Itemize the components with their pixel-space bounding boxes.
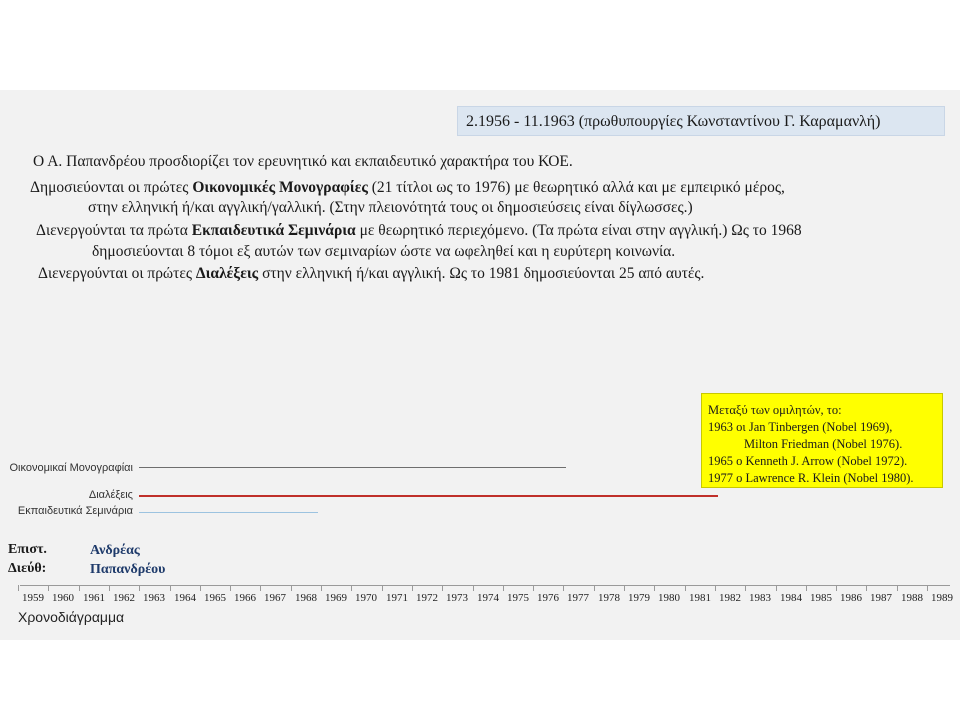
year-tick bbox=[230, 585, 231, 591]
year-tick bbox=[321, 585, 322, 591]
note-title: Μεταξύ των ομιλητών, το: bbox=[708, 403, 842, 417]
slide-background bbox=[0, 90, 960, 640]
year-label-1975: 1975 bbox=[507, 592, 529, 604]
text-line-3: στην ελληνική ή/και αγγλική/γαλλική. (Στην πλειονότητά τους οι δημοσιεύσεις είναι δίγλωσσες.) bbox=[88, 199, 693, 216]
year-tick bbox=[109, 585, 110, 591]
year-tick bbox=[654, 585, 655, 591]
year-label-1972: 1972 bbox=[416, 592, 438, 604]
year-tick bbox=[351, 585, 352, 591]
editor-first-name: Ανδρέας bbox=[90, 543, 140, 558]
year-tick bbox=[48, 585, 49, 591]
year-tick bbox=[624, 585, 625, 591]
year-label-1967: 1967 bbox=[264, 592, 286, 604]
year-label-1961: 1961 bbox=[83, 592, 105, 604]
year-label-1988: 1988 bbox=[901, 592, 923, 604]
year-label-1980: 1980 bbox=[658, 592, 680, 604]
year-tick bbox=[382, 585, 383, 591]
activity-label-monographs: Οικονομικαί Μονογραφίαι bbox=[9, 462, 133, 474]
year-tick bbox=[291, 585, 292, 591]
editor-last-name: Παπανδρέου bbox=[90, 562, 166, 577]
year-tick bbox=[927, 585, 928, 591]
year-label-1978: 1978 bbox=[598, 592, 620, 604]
year-tick bbox=[412, 585, 413, 591]
year-tick bbox=[836, 585, 837, 591]
year-label-1965: 1965 bbox=[204, 592, 226, 604]
year-tick bbox=[745, 585, 746, 591]
year-label-1970: 1970 bbox=[355, 592, 377, 604]
note-line-1: 1963 οι Jan Tinbergen (Nobel 1969), bbox=[708, 420, 893, 434]
year-tick bbox=[685, 585, 686, 591]
activity-bar-seminars bbox=[139, 512, 318, 513]
seminars-highlight: Εκπαιδευτικά Σεμινάρια bbox=[191, 222, 356, 239]
year-label-1979: 1979 bbox=[628, 592, 650, 604]
note-line-2: Milton Friedman (Nobel 1976). bbox=[744, 437, 903, 451]
year-tick bbox=[260, 585, 261, 591]
year-tick bbox=[79, 585, 80, 591]
nobel-speakers-note bbox=[701, 393, 943, 488]
year-label-1981: 1981 bbox=[689, 592, 711, 604]
year-tick bbox=[806, 585, 807, 591]
year-tick bbox=[563, 585, 564, 591]
monographs-highlight: Οικονομικές Μονογραφίες bbox=[192, 179, 368, 196]
year-label-1963: 1963 bbox=[143, 592, 165, 604]
year-tick bbox=[503, 585, 504, 591]
activity-bar-lectures bbox=[139, 495, 718, 497]
year-label-1976: 1976 bbox=[537, 592, 559, 604]
timeline-axis bbox=[20, 585, 950, 586]
note-line-4: 1977 ο Lawrence R. Klein (Nobel 1980). bbox=[708, 471, 914, 485]
year-tick bbox=[897, 585, 898, 591]
year-label-1984: 1984 bbox=[780, 592, 802, 604]
year-tick bbox=[594, 585, 595, 591]
activity-label-seminars: Εκπαιδευτικά Σεμινάρια bbox=[17, 505, 133, 517]
year-label-1969: 1969 bbox=[325, 592, 347, 604]
year-label-1962: 1962 bbox=[113, 592, 135, 604]
editor-label-line-1: Επιστ. bbox=[8, 542, 47, 557]
year-tick bbox=[473, 585, 474, 591]
year-label-1974: 1974 bbox=[477, 592, 499, 604]
year-label-1959: 1959 bbox=[22, 592, 44, 604]
year-label-1985: 1985 bbox=[810, 592, 832, 604]
text-line-5: δημοσιεύονται 8 τόμοι εξ αυτών των σεμιναρίων ώστε να ωφεληθεί και η ευρύτερη κοινωνία. bbox=[92, 243, 676, 260]
year-label-1983: 1983 bbox=[749, 592, 771, 604]
text-line-1: Ο Α. Παπανδρέου προσδιορίζει τον ερευνητικό και εκπαιδευτικό χαρακτήρα του ΚΟΕ. bbox=[33, 153, 573, 170]
year-label-1973: 1973 bbox=[446, 592, 468, 604]
year-label-1989: 1989 bbox=[931, 592, 953, 604]
year-label-1968: 1968 bbox=[295, 592, 317, 604]
year-label-1977: 1977 bbox=[567, 592, 589, 604]
text-line-6: Διενεργούνται οι πρώτες Διαλέξεις στην ελληνική ή/και αγγλική. Ως το 1981 δημοσιεύονται 25 από αυτές. bbox=[38, 265, 705, 282]
year-label-1964: 1964 bbox=[174, 592, 196, 604]
year-tick bbox=[18, 585, 19, 591]
text-line-2: Δημοσιεύονται οι πρώτες Οικονομικές Μονογραφίες (21 τίτλοι ως το 1976) με θεωρητικό αλλά και με εμπειρικό μέρος, bbox=[30, 179, 785, 196]
year-label-1986: 1986 bbox=[840, 592, 862, 604]
year-label-1960: 1960 bbox=[52, 592, 74, 604]
activity-bar-monographs bbox=[139, 467, 566, 468]
year-tick bbox=[170, 585, 171, 591]
year-tick bbox=[139, 585, 140, 591]
year-label-1966: 1966 bbox=[234, 592, 256, 604]
activity-label-lectures: Διαλέξεις bbox=[88, 489, 133, 501]
year-label-1982: 1982 bbox=[719, 592, 741, 604]
year-tick bbox=[442, 585, 443, 591]
year-tick bbox=[866, 585, 867, 591]
year-tick bbox=[533, 585, 534, 591]
lectures-highlight: Διαλέξεις bbox=[195, 265, 259, 282]
note-line-3: 1965 ο Kenneth J. Arrow (Nobel 1972). bbox=[708, 454, 908, 468]
timeline-title: Χρονοδιάγραμμα bbox=[18, 609, 125, 625]
text-line-4: Διενεργούνται τα πρώτα Εκπαιδευτικά Σεμινάρια με θεωρητικό περιεχόμενο. (Τα πρώτα είναι στην αγγλική.) Ως το 1968 bbox=[36, 222, 802, 239]
period-banner: 2.1956 - 11.1963 (πρωθυπουργίες Κωνσταντίνου Γ. Καραμανλή) bbox=[457, 106, 945, 136]
year-tick bbox=[776, 585, 777, 591]
year-label-1971: 1971 bbox=[386, 592, 408, 604]
year-tick bbox=[200, 585, 201, 591]
year-tick bbox=[715, 585, 716, 591]
editor-label-line-2: Διεύθ: bbox=[8, 561, 47, 576]
year-label-1987: 1987 bbox=[870, 592, 892, 604]
